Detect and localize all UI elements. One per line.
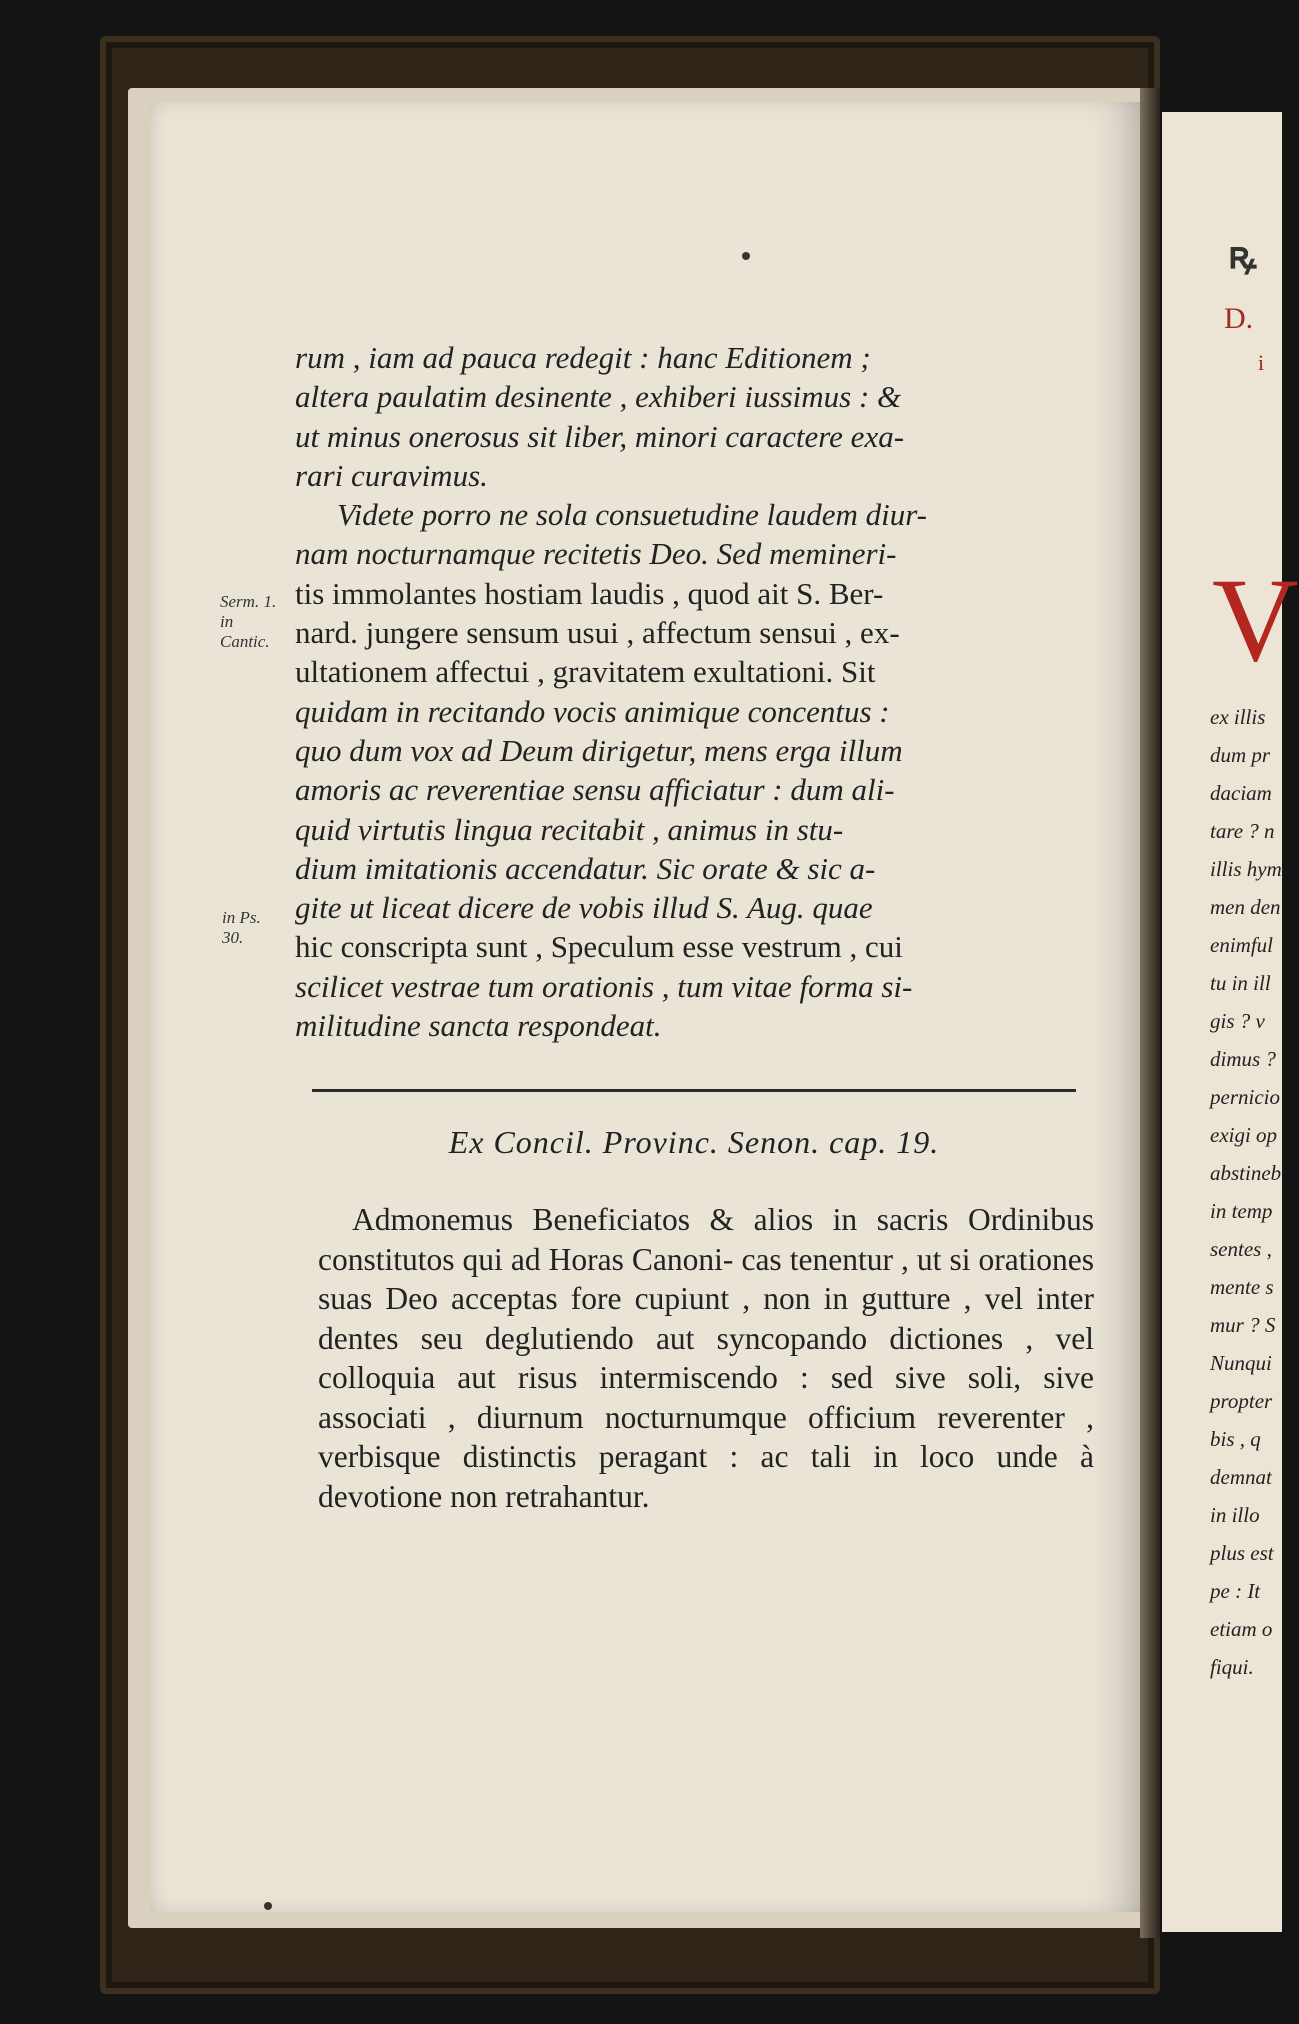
section-divider <box>312 1089 1076 1092</box>
page-speck <box>742 252 750 260</box>
fragment-line: fiqui. <box>1210 1655 1254 1679</box>
right-page-letter: D. <box>1224 302 1254 335</box>
fragment-line: ex illis <box>1210 705 1266 729</box>
text-line: quid virtutis lingua recitabit , animus in stu- <box>295 811 844 847</box>
book-gutter <box>1140 88 1160 1938</box>
fragment-line: exigi op <box>1210 1123 1278 1147</box>
margin-note-sermon: Serm. 1. in Cantic. <box>220 592 277 651</box>
fragment-line: abstineb <box>1210 1161 1282 1185</box>
fragment-line: dimus ? <box>1210 1047 1276 1071</box>
text-line: rum , iam ad pauca redegit : hanc Editionem ; <box>295 340 871 375</box>
text-line: militudine sancta respondeat. <box>295 1008 662 1044</box>
text-line: amoris ac reverentiae sensu afficiatur : dum ali- <box>295 772 895 808</box>
fragment-line: propter <box>1210 1389 1273 1413</box>
ornament-icon: ꝶ <box>1228 235 1257 277</box>
text-line: dium imitationis accendatur. Sic orate & sic a- <box>295 850 876 886</box>
fragment-line: men den <box>1210 895 1281 919</box>
right-page-letter: i <box>1258 350 1265 375</box>
drop-cap: V <box>1212 553 1299 686</box>
text-line: scilicet vestrae tum orationis , tum vitae forma si- <box>295 968 913 1004</box>
fragment-line: pernicio <box>1210 1085 1280 1109</box>
admonition-text: Admonemus Beneficiatos & alios in sacris Ordinibus constitutos qui ad Horas Canoni- cas tenentur , ut si orationes suas Deo acceptas fore cupiunt , non in gutture , vel inter dentes seu deglutiendo aut syncopando dictiones , vel colloquia aut risus intermiscendo : sed sive soli, sive associati , diurnum nocturnumque officium reverenter , verbisque distinctis peragant : ac tali in loco unde à devotione non retrahantur. <box>318 1202 1094 1514</box>
text-line: ut minus onerosus sit liber, minori caractere exa- <box>295 418 905 454</box>
admonition-paragraph <box>318 1200 1094 1516</box>
right-page-fragments <box>1210 698 1280 1686</box>
text-line: nam nocturnamque recitetis Deo. Sed memineri- <box>295 536 897 572</box>
main-text-block <box>295 338 1075 1045</box>
fragment-line: pe : It <box>1210 1579 1261 1603</box>
fragment-line: tu in ill <box>1210 971 1271 995</box>
fragment-line: demnat <box>1210 1465 1272 1489</box>
text-line: ultationem affectui , gravitatem exultationi. Sit <box>295 654 876 690</box>
fragment-line: bis , q <box>1210 1427 1261 1451</box>
fragment-line: tare ? n <box>1210 819 1275 843</box>
text-line: rari curavimus. <box>295 457 488 493</box>
text-line: quidam in recitando vocis animique concentus : <box>295 693 890 729</box>
fragment-line: gis ? v <box>1210 1009 1265 1033</box>
fragment-line: daciam <box>1210 781 1272 805</box>
fragment-line: Nunqui <box>1210 1351 1272 1375</box>
text-line: nard. jungere sensum usui , affectum sensui , ex- <box>295 615 900 651</box>
fragment-line: dum pr <box>1210 743 1271 767</box>
fragment-line: in illo <box>1210 1503 1260 1527</box>
text-line: tis immolantes hostiam laudis , quod ait S. Ber- <box>295 575 884 611</box>
text-line: altera paulatim desinente , exhiberi iussimus : & <box>295 379 902 415</box>
margin-note-psalm: in Ps. 30. <box>222 908 261 947</box>
fragment-line: in temp <box>1210 1199 1273 1223</box>
fragment-line: sentes , <box>1210 1237 1272 1261</box>
fragment-line: enimful <box>1210 933 1273 957</box>
fragment-line: mente s <box>1210 1275 1274 1299</box>
section-heading: Ex Concil. Provinc. Senon. cap. 19. <box>448 1124 940 1160</box>
fragment-line: plus est <box>1210 1541 1274 1565</box>
page-speck <box>264 1902 272 1910</box>
text-line: Videte porro ne sola consuetudine laudem diur- <box>337 497 927 533</box>
text-line: gite ut liceat dicere de vobis illud S. Aug. quae <box>295 890 873 926</box>
fragment-line: mur ? S <box>1210 1313 1276 1337</box>
text-line: quo dum vox ad Deum dirigetur, mens erga illum <box>295 732 903 768</box>
fragment-line: etiam o <box>1210 1617 1273 1641</box>
fragment-line: illis hym <box>1210 857 1282 881</box>
text-line: hic conscripta sunt , Speculum esse vestrum , cui <box>295 929 903 965</box>
